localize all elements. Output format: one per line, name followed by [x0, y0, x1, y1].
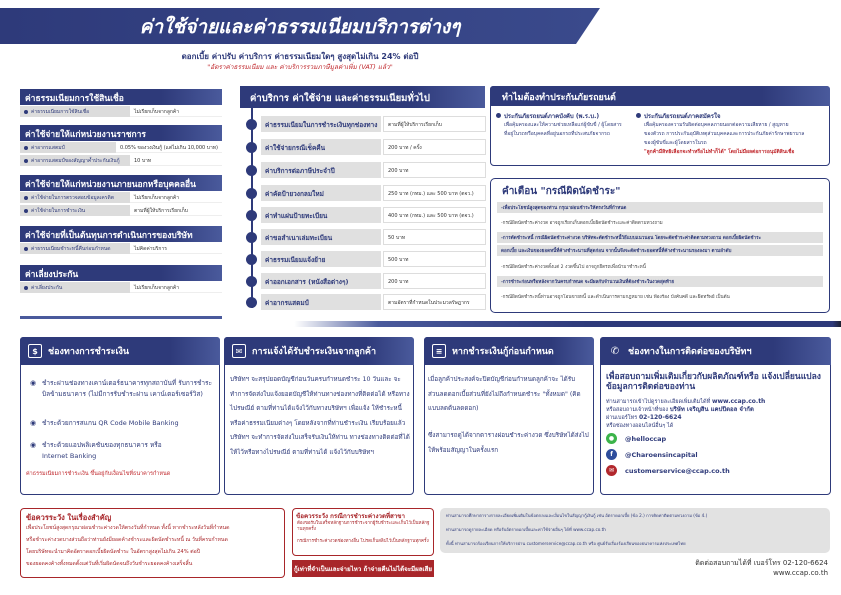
insurance-text: เพื่อคุ้มครองความรับผิดต่อบุคคลภายนอกต่อความเสียหาย / สูญหาย [644, 122, 789, 128]
compulsory-insurance-title: ประกันภัยรถยนต์ภาคบังคับ (พ.ร.บ.) [496, 112, 636, 121]
contact-card-title-text: ช่องทางในการติดต่อของบริษัทฯ [628, 347, 752, 357]
general-fee-label: ค่าทำแผ่นป้ายทะเบียน [261, 207, 381, 223]
facebook-icon: f [606, 449, 617, 460]
footer-contact: ติดต่อสอบถามได้ที่ เบอร์โทร 02-120-6624 [695, 559, 828, 567]
fee-row [20, 155, 222, 166]
envelope-money-icon: ✉ [232, 344, 246, 358]
general-fee-row [246, 273, 486, 289]
facebook-contact[interactable] [606, 449, 698, 460]
timeline-dot-icon [246, 119, 257, 130]
general-fee-label: ค่าขอสำเนาเล่มทะเบียน [261, 229, 381, 245]
general-fee-row [246, 116, 486, 132]
slogan-banner: กู้เท่าที่จำเป็นและจ่ายไหว ถ้าจ่ายคืนไม่ได้จะมีผลเสีย [292, 560, 434, 577]
fee-value: ตามที่ผู้ให้บริการเรียกเก็บ [130, 205, 222, 216]
insurance-title: ทำไมต้องทำประกันภัยรถยนต์ [490, 86, 830, 106]
branch-caution-title: ข้อควรระวัง กรณีการชำระค่างวดที่สาขา [296, 513, 406, 520]
contact-text: ท่านสามารถเข้าไปดูรายละเอียดเพิ่มเติมได้ที่ [606, 399, 711, 405]
voluntary-insurance-title: ประกันภัยรถยนต์ภาคสมัครใจ [636, 112, 826, 121]
general-fee-label: ค่าอากรแสตมป์ [261, 294, 381, 310]
document-icon: ≡ [432, 344, 446, 358]
fee-value: 10 บาท [130, 155, 222, 166]
fee-row [20, 106, 222, 117]
email-address: customerservice@ccap.co.th [625, 466, 730, 475]
website-link[interactable]: www.ccap.co.th [711, 398, 766, 405]
bullet-icon [24, 159, 28, 163]
phone-icon: ✆ [610, 345, 620, 357]
contact-card-title [600, 337, 831, 365]
warning-row: ดอกเบี้ย และเงินของยอดหนี้ที่ค้างชำระนานที่สุดก่อน จากนั้นจึงจะตัดชำระยอดหนี้ที่ค้างชำระนานรองลงมา ตามลำดับ [497, 245, 823, 256]
page-title: ค่าใช้จ่ายและค่าธรรมเนียมบริการต่างๆ [139, 16, 461, 38]
general-fee-value: 500 บาท [383, 251, 486, 267]
line-id: @helloccap [625, 434, 667, 443]
payment-card-title-text: ช่องทางการชำระเงิน [48, 347, 130, 357]
timeline-dot-icon [246, 188, 257, 199]
money-hand-icon: $ [28, 344, 42, 358]
section-company-cost: ค่าใช้จ่ายที่เป็นต้นทุนการดำเนินการของบริษัท [20, 226, 222, 242]
fee-label: ค่าอากรแสตมป์ของสัญญาค้ำประกันเงินกู้ [31, 158, 120, 164]
general-fee-value: 200 บาท [383, 162, 486, 178]
fee-label: ค่าใช้จ่ายในการตรวจสอบข้อมูลเครดิต [31, 195, 114, 201]
fee-row [20, 142, 222, 153]
general-fee-row [246, 162, 486, 178]
early-pay-card-title-text: หากชำระเงินกู้ก่อนกำหนด [452, 347, 554, 357]
general-fee-label: ค่าออกเอกสาร (หนังสือต่างๆ) [261, 273, 381, 289]
bullet-icon [24, 110, 28, 114]
line-icon: ● [606, 433, 617, 444]
voluntary-insurance [636, 112, 826, 157]
bullet-icon [24, 286, 28, 290]
fee-row [20, 243, 222, 254]
fee-value: ไม่เรียกเก็บจากลูกค้า [130, 192, 222, 203]
email-icon: ✉ [606, 465, 617, 476]
fee-value: ไม่คิดค่าบริการ [130, 243, 222, 254]
contact-text: หรือสอบถามเจ้าหน้าที่ของ [606, 407, 669, 413]
payment-card-title [20, 337, 220, 365]
fee-value: ไม่เรียกเก็บจากลูกค้า [130, 106, 222, 117]
caution-line: โดยบริษัทจะนำมาคิดอัตราดอกเบี้ยผิดนัดชำระ ในอัตราสูงสุดไม่เกิน 24% ต่อปี [26, 549, 201, 555]
email-contact[interactable] [606, 465, 730, 476]
contact-line [606, 398, 765, 406]
fee-label: ค่าเลี่ยงประกัน [31, 285, 63, 291]
fee-label: ค่าธรรมเนียมชำระหนี้คืนก่อนกำหนด [31, 246, 111, 252]
notify-card-title [224, 337, 414, 365]
caution-line: หรือชำระค่างวดบางส่วนถือว่าท่านยังมียอดค้างชำระและผิดนัดชำระหนี้ ณ วันที่ครบกำหนด [26, 537, 228, 543]
caution-line: ต้องขอรับใบเสร็จหลักฐานการชำระจากผู้รับชำระและเก็บไว้เป็นหลักฐานทุกครั้ง [297, 521, 430, 532]
general-fee-value: 50 บาท [383, 229, 486, 245]
info-note: ท่านสามารถดูรายละเอียด หรือรับอัตราดอกเบี้ยและค่าใช้จ่ายอื่นๆ ได้ที่ www.ccap.co.th [446, 527, 606, 532]
left-divider [20, 316, 222, 319]
info-note: ทั้งนี้ ท่านสามารถร้องเรียนการให้บริการผ่าน customerservice@ccap.co.th หรือ ศูนย์รับเรื่องร้องเรียนของธนาคารแห่งประเทศไทย [446, 541, 686, 546]
warning-row: -การตัดชำระหนี้ กรณีผิดนัดชำระค่างวด บริษัทจะตัดชำระหนี้วิธีแบบแนวนอน โดยจะตัดชำระค่าติดตามทวงถาม ดอกเบี้ยผิดนัดชำระ [497, 232, 823, 243]
warning-row: -กรณีผิดนัดชำระค่างวดตั้งแต่ 2 งวดขึ้นไป อาจถูกยึดรถเพื่อนำมาชำระหนี้ [501, 265, 646, 270]
warning-row: -กรณีผิดนัดชำระค่างวด อาจถูกเรียกเก็บดอกเบี้ยผิดนัดชำระและค่าติดตามทวงถาม [501, 221, 663, 226]
notify-card-title-text: การแจ้งได้รับชำระเงินจากลูกค้า [252, 347, 376, 357]
general-fee-label: ค่าใช้จ่ายกรณีเช็คคืน [261, 139, 381, 155]
timeline-dot-icon [246, 165, 257, 176]
fee-label: ค่าอากรแสตมป์ [31, 145, 65, 151]
contact-line [606, 406, 754, 414]
warning-row: -กรณีผิดนัดชำระหนี้ท่านอาจถูกโอนขายหนี้ และดำเนินการตามกฎหมาย เช่น ฟ้องร้อง บังคับคดี และยึดทรัพย์ เป็นต้น [501, 295, 730, 300]
insurance-text: ของตัวรถ การประกันอุบัติเหตุส่วนบุคคลและการประกันภัยค่ารักษาพยาบาล [644, 131, 805, 137]
payment-method: ◉ ชำระผ่านช่องทางเคาน์เตอร์ธนาคารทุกสถาบันที่ รับการชำระบิลข้ามธนาคาร (ไม่มีการรับชำระผ่าน เคาน์เตอร์เซอร์วิส) [42, 378, 214, 400]
general-fee-value: 200 บาท [383, 273, 486, 289]
contact-headline: เพื่อสอบถามเพิ่มเติมเกี่ยวกับผลิตภัณฑ์หรือ แจ้งเปลี่ยนแปลงข้อมูลการติดต่อของท่าน [606, 372, 821, 392]
general-fee-row [246, 185, 486, 201]
caution-line: ของยอดคงค้างทั้งหมดตั้งแต่วันที่เริ่มผิดนัดจนถึงวันชำระยอดคงค้างเสร็จสิ้น [26, 561, 193, 567]
insurance-text: ของผู้ขับขี่และผู้โดยสารในรถ [644, 140, 707, 146]
bullet-icon [24, 146, 28, 150]
facebook-page: @Charoensincapital [625, 450, 698, 459]
general-fee-value: ตามอัตราที่กำหนดในประมวลรัษฎากร [383, 294, 486, 310]
general-fee-value: 400 บาท (กทม.) และ 500 บาท (ตจว.) [383, 207, 486, 223]
fee-row [20, 192, 222, 203]
general-fee-value: ตามที่ผู้ให้บริการเรียกเก็บ [383, 116, 486, 132]
section-insurance-avoid: ค่าเลี่ยงประกัน [20, 265, 222, 281]
payment-fee-note: ค่าธรรมเนียมการชำระเงิน ขึ้นอยู่กับเงื่อนไขที่ธนาคารกำหนด [26, 471, 171, 477]
section-divider [0, 321, 841, 327]
general-fee-label: ค่าธรรมเนียมแจ้งย้าย [261, 251, 381, 267]
general-fees-title: ค่าบริการ ค่าใช้จ่าย และค่าธรรมเนียมทั่วไป [240, 86, 485, 108]
footer-website[interactable]: www.ccap.co.th [773, 569, 828, 577]
payment-method: ◉ ชำระด้วยแอปพลิเคชันของทุกธนาคาร หรือ Internet Banking [42, 440, 182, 462]
timeline-dot-icon [246, 254, 257, 265]
company-name: บริษัท เจริญสิน แคปปิตอล จำกัด [669, 406, 754, 413]
vat-note: "อัตราค่าธรรมเนียม และ ค่าบริการรวมภาษีมูลค่าเพิ่ม (VAT) แล้ว" [207, 63, 393, 71]
warning-row: -เพื่อประโยชน์สูงสุดของท่าน กรุณาผ่อนชำระให้ตรงวันที่กำหนด [497, 202, 823, 213]
general-fee-row [246, 207, 486, 223]
general-fee-label: ค่าคัดป้ายวงกลมใหม่ [261, 185, 381, 201]
section-credit-fee: ค่าธรรมเนียมการใช้สินเชื่อ [20, 89, 222, 105]
fee-row [20, 282, 222, 293]
section-external: ค่าใช้จ่ายให้แก่หน่วยงานภายนอกหรือบุคคลอื่น [20, 175, 222, 191]
contact-text: ผ่านเบอร์โทร [606, 415, 638, 421]
general-fee-row [246, 294, 486, 310]
fee-value: 0.05% ของวงเงินกู้ (แต่ไม่เกิน 10,000 บาท) [116, 142, 222, 153]
fee-label: ค่าใช้จ่ายในการชำระเงิน [31, 208, 86, 214]
notify-text: บริษัทฯ จะสรุปยอดบัญชีก่อนวันครบกำหนดชำระ 10 วันและ จะทำการจัดส่งใบแจ้งยอดบัญชีให้ท่านทางช่องทางที่ติดต่อได้ หรือทางไปรษณีย์ ตามที่ท่านได้แจ้งไว้กับทางบริษัทฯ เพื่อแจ้ง ให้ชำระหนี้หรือค่าธรรมเนียมต่างๆ โดยหลังจากที่ท่านชำระเงิน เรียบร้อยแล้ว บริษัทฯ จะทำการจัดส่งใบเสร็จรับเงินให้ท่าน ทางช่องทางติดต่อที่ได้ให้ไว้หรือทางไปรษณีย์ ตามที่ท่านได้ แจ้งไว้กับบริษัทฯ [230, 376, 410, 456]
general-fee-label: ค่าธรรมเนียมในการชำระเงินทุกช่องทาง [261, 116, 381, 132]
insurance-text: ที่อยู่ในรถหรือบุคคลที่อยู่นอกรถที่ประสบภัยจากรถ [504, 131, 610, 137]
general-fee-row [246, 229, 486, 245]
early-pay-text-2: ซึ่งสามารถดูได้จากตารางผ่อนชำระค่างวด ซึ่งบริษัทได้ส่งไปให้พร้อมสัญญาในครั้งแรก [428, 432, 589, 454]
timeline-dot-icon [246, 232, 257, 243]
bullet-icon [24, 209, 28, 213]
page-subtitle: ดอกเบี้ย ค่าปรับ ค่าบริการ ค่าธรรมเนียมใดๆ สูงสุดไม่เกิน 24% ต่อปี [181, 52, 419, 61]
compulsory-insurance [496, 112, 636, 139]
general-fee-value: 250 บาท (กทม.) และ 500 บาท (ตจว.) [383, 185, 486, 201]
warning-row: -การชำระก่อนหรือหลังจากวันครบกำหนด จะมีผลกับจำนวนเงินที่ต้องชำระในงวดสุดท้าย [497, 276, 823, 287]
info-note: ท่านสามารถศึกษาตารางรายละเอียดเพิ่มเติมในข้อตกลงและเงื่อนไขในสัญญากู้เงินกู้ เช่น อัตราดอกเบี้ย (ข้อ 2.) การคิดค่าติดตามทวงถาม (ข้อ 4.) [446, 513, 708, 518]
caution-title: ข้อควรระวัง ในเรื่องสำคัญ [26, 513, 112, 522]
early-pay-card-title [424, 337, 594, 365]
timeline-dot-icon [246, 297, 257, 308]
contact-line [606, 414, 682, 422]
general-fee-row [246, 251, 486, 267]
fee-row [20, 205, 222, 216]
insurance-choice-note: "ลูกค้ามีสิทธิเลือกจะทำหรือไม่ทำก็ได้" โดยไม่มีผลต่อการอนุมัติสินเชื่อ [644, 149, 795, 155]
bullet-icon [24, 247, 28, 251]
contact-line: หรือช่องทางออนไลน์อื่นๆ ได้ [606, 423, 674, 429]
caution-line: เพื่อประโยชน์สูงสุดกรุณาผ่อนชำระค่างวดให้ตรงวันที่กำหนด ทั้งนี้ หากชำระหลังวันที่กำหนด [26, 525, 230, 531]
caution-line: กรณีการชำระค่างวดช่องทางอื่น โปรดเก็บสลิปไว้เป็นหลักฐานทุกครั้ง [297, 539, 429, 544]
timeline-dot-icon [246, 276, 257, 287]
timeline-dot-icon [246, 142, 257, 153]
fee-value: ไม่เรียกเก็บจากลูกค้า [130, 282, 222, 293]
payment-method: ◉ ชำระด้วยการสแกน QR Code Mobile Banking [42, 418, 214, 429]
timeline-dot-icon [246, 210, 257, 221]
general-fee-row [246, 139, 486, 155]
line-contact[interactable] [606, 433, 666, 444]
phone-number[interactable]: 02-120-6624 [638, 414, 682, 421]
section-government: ค่าใช้จ่ายให้แก่หน่วยงานราชการ [20, 125, 222, 141]
bullet-icon [24, 196, 28, 200]
fee-label: ค่าธรรมเนียมการใช้สินเชื่อ [31, 109, 90, 115]
early-pay-text: เมื่อลูกค้าประสงค์จะปิดบัญชีก่อนกำหนดลูกค้าจะ ได้รับส่วนลดดอกเบี้ยส่วนที่ยังไม่ถึงกำหนดชำระ "ทั้งหมด" (คิดแบบลดต้นลดดอก) [428, 376, 581, 412]
general-fee-value: 200 บาท / ครั้ง [383, 139, 486, 155]
insurance-text: เพื่อคุ้มครองและให้ความช่วยเหลือแก่ผู้ขับขี่ / ผู้โดยสาร [504, 122, 622, 128]
general-fee-label: ค่าบริการต่อภาษีประจำปี [261, 162, 381, 178]
warning-title: คำเตือน "กรณีผิดนัดชำระ" [502, 186, 621, 197]
